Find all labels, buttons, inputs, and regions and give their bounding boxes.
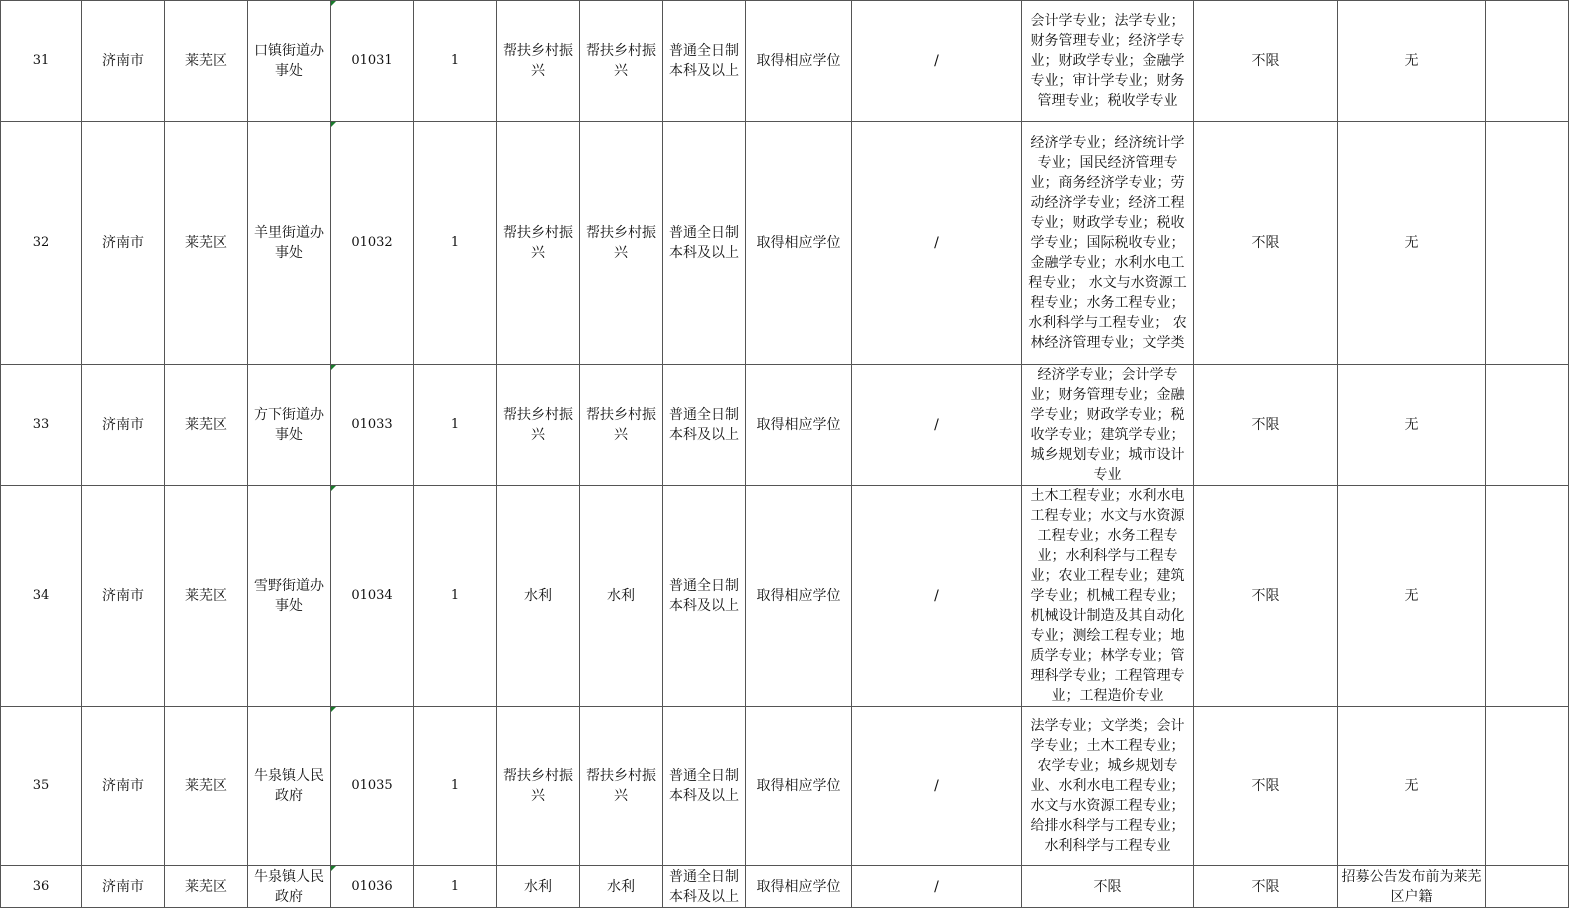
extra-cell: / (852, 707, 1022, 866)
headcount-cell: 1 (414, 866, 497, 908)
category-cell: 帮扶乡村振兴 (497, 1, 580, 122)
unit-cell: 牛泉镇人民政府 (248, 866, 331, 908)
position-code-cell: 01036 (331, 866, 414, 908)
district-cell: 莱芜区 (165, 1, 248, 122)
degree-cell: 取得相应学位 (746, 707, 852, 866)
district-cell: 莱芜区 (165, 707, 248, 866)
post-cell: 帮扶乡村振兴 (580, 707, 663, 866)
degree-cell: 取得相应学位 (746, 122, 852, 365)
politics-cell: 不限 (1194, 1, 1338, 122)
extra-cell: / (852, 1, 1022, 122)
category-cell: 帮扶乡村振兴 (497, 365, 580, 486)
other-requirement-cell: 无 (1338, 365, 1486, 486)
major-cell: 经济学专业；经济统计学专业；国民经济管理专业；商务经济学专业；劳动经济学专业；经济工程专业；财政学专业；税收学专业；国际税收专业；金融学专业；水利水电工程专业； 水文与水资源工程专业；水务工程专业；水利科学与工程专业； 农林经济管理专业；文学类 (1022, 122, 1194, 365)
cell-marker-icon (331, 1, 336, 6)
city-cell: 济南市 (82, 707, 165, 866)
category-cell: 水利 (497, 866, 580, 908)
major-cell: 土木工程专业；水利水电工程专业；水文与水资源工程专业；水务工程专业；水利科学与工程专业；农业工程专业；建筑学专业；机械工程专业；机械设计制造及其自动化专业；测绘工程专业；地质学专业；林学专业；管理科学专业；工程管理专业；工程造价专业 (1022, 486, 1194, 707)
category-cell: 帮扶乡村振兴 (497, 122, 580, 365)
degree-cell: 取得相应学位 (746, 365, 852, 486)
other-requirement-cell: 无 (1338, 1, 1486, 122)
education-cell: 普通全日制本科及以上 (663, 365, 746, 486)
education-cell: 普通全日制本科及以上 (663, 486, 746, 707)
table-row (1, 707, 1569, 866)
other-requirement-cell: 无 (1338, 707, 1486, 866)
cell-marker-icon (331, 365, 336, 370)
post-cell: 水利 (580, 866, 663, 908)
note-cell (1486, 365, 1569, 486)
post-cell: 帮扶乡村振兴 (580, 365, 663, 486)
unit-cell: 口镇街道办事处 (248, 1, 331, 122)
other-requirement-cell: 招募公告发布前为莱芜区户籍 (1338, 866, 1486, 908)
post-cell: 帮扶乡村振兴 (580, 122, 663, 365)
cell-marker-icon (331, 122, 336, 127)
category-cell: 水利 (497, 486, 580, 707)
education-cell: 普通全日制本科及以上 (663, 1, 746, 122)
headcount-cell: 1 (414, 707, 497, 866)
seq-cell: 34 (1, 486, 82, 707)
headcount-cell: 1 (414, 365, 497, 486)
district-cell: 莱芜区 (165, 365, 248, 486)
seq-cell: 32 (1, 122, 82, 365)
post-cell: 帮扶乡村振兴 (580, 1, 663, 122)
cell-marker-icon (331, 707, 336, 712)
note-cell (1486, 1, 1569, 122)
note-cell (1486, 866, 1569, 908)
note-cell (1486, 122, 1569, 365)
table-row (1, 486, 1569, 707)
table-row (1, 866, 1569, 908)
unit-cell: 方下街道办事处 (248, 365, 331, 486)
seq-cell: 33 (1, 365, 82, 486)
headcount-cell: 1 (414, 122, 497, 365)
unit-cell: 牛泉镇人民政府 (248, 707, 331, 866)
city-cell: 济南市 (82, 486, 165, 707)
politics-cell: 不限 (1194, 866, 1338, 908)
unit-cell: 羊里街道办事处 (248, 122, 331, 365)
table-row (1, 1, 1569, 122)
major-cell: 经济学专业；会计学专业；财务管理专业；金融学专业；财政学专业；税收学专业；建筑学专业；城乡规划专业；城市设计专业 (1022, 365, 1194, 486)
other-requirement-cell: 无 (1338, 122, 1486, 365)
extra-cell: / (852, 486, 1022, 707)
politics-cell: 不限 (1194, 486, 1338, 707)
extra-cell: / (852, 122, 1022, 365)
position-code-cell: 01033 (331, 365, 414, 486)
cell-marker-icon (331, 866, 336, 871)
degree-cell: 取得相应学位 (746, 486, 852, 707)
city-cell: 济南市 (82, 122, 165, 365)
district-cell: 莱芜区 (165, 866, 248, 908)
city-cell: 济南市 (82, 365, 165, 486)
politics-cell: 不限 (1194, 365, 1338, 486)
education-cell: 普通全日制本科及以上 (663, 122, 746, 365)
unit-cell: 雪野街道办事处 (248, 486, 331, 707)
table-row (1, 365, 1569, 486)
degree-cell: 取得相应学位 (746, 1, 852, 122)
major-cell: 会计学专业；法学专业；财务管理专业；经济学专业；财政学专业；金融学专业；审计学专业；财务管理专业；税收学专业 (1022, 1, 1194, 122)
cell-marker-icon (331, 486, 336, 491)
major-cell: 法学专业；文学类；会计学专业；土木工程专业；农学专业；城乡规划专业、水利水电工程专业；水文与水资源工程专业；给排水科学与工程专业；水利科学与工程专业 (1022, 707, 1194, 866)
education-cell: 普通全日制本科及以上 (663, 707, 746, 866)
position-code-cell: 01031 (331, 1, 414, 122)
major-cell: 不限 (1022, 866, 1194, 908)
position-code-cell: 01032 (331, 122, 414, 365)
table-row (1, 122, 1569, 365)
other-requirement-cell: 无 (1338, 486, 1486, 707)
position-code-cell: 01034 (331, 486, 414, 707)
city-cell: 济南市 (82, 1, 165, 122)
note-cell (1486, 486, 1569, 707)
extra-cell: / (852, 866, 1022, 908)
category-cell: 帮扶乡村振兴 (497, 707, 580, 866)
seq-cell: 35 (1, 707, 82, 866)
district-cell: 莱芜区 (165, 486, 248, 707)
extra-cell: / (852, 365, 1022, 486)
city-cell: 济南市 (82, 866, 165, 908)
politics-cell: 不限 (1194, 707, 1338, 866)
headcount-cell: 1 (414, 486, 497, 707)
district-cell: 莱芜区 (165, 122, 248, 365)
post-cell: 水利 (580, 486, 663, 707)
politics-cell: 不限 (1194, 122, 1338, 365)
headcount-cell: 1 (414, 1, 497, 122)
position-code-cell: 01035 (331, 707, 414, 866)
note-cell (1486, 707, 1569, 866)
seq-cell: 36 (1, 866, 82, 908)
seq-cell: 31 (1, 1, 82, 122)
education-cell: 普通全日制本科及以上 (663, 866, 746, 908)
degree-cell: 取得相应学位 (746, 866, 852, 908)
